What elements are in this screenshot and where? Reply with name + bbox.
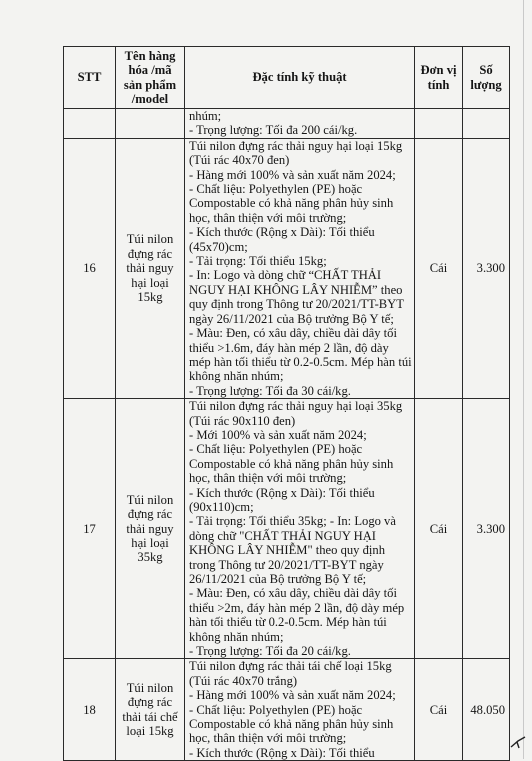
- row-name: Túi nilon đựng rác thải nguy hại loại 35kg: [116, 399, 185, 659]
- row-unit: Cái: [415, 399, 463, 659]
- row-stt: 16: [64, 138, 116, 398]
- spec-line: - Trọng lượng: Tối đa 200 cái/kg.: [189, 123, 358, 138]
- table-row: [64, 399, 510, 659]
- continued-spec: [185, 109, 415, 139]
- spec-line: nhúm;: [189, 109, 222, 123]
- page-edge: [523, 0, 524, 759]
- header-unit: Đơn vị tính: [415, 47, 463, 109]
- row-name: Túi nilon đựng rác thải tái chế loại 15kg: [116, 659, 185, 761]
- row-spec: Túi nilon đựng rác thải nguy hại loại 35kg (Túi rác 90x110 đen) - Mới 100% và sản xuất năm 2024; - Chất liệu: Polyethylen (PE) hoặc Compostable có khả năng phân hủy sinh học, thân thiện với môi trường; - Kích thước (Rộng x Dài): Tối thiểu (90x110)cm; - Tải trọng: Tối thiểu 35kg; - In: Logo và dòng chữ "CHẤT THẢI NGUY HẠI KHÔNG LÂY NHIỄM" theo quy định trong Thông tư 20/2021/TT-BYT ngày 26/11/2021 của Bộ trưởng Bộ Y tế; - Màu: Đen, có xâu dây, chiều dài dây tối thiểu >2m, đáy hàn mép 2 lần, độ dày mép hàn tối thiểu từ 0.2-0.5cm. Mép hàn túi không nhăn nhúm; - Trọng lượng: Tối đa 20 cái/kg.: [185, 399, 415, 659]
- row-qty: 48.050: [463, 659, 510, 761]
- header-qty: Số lượng: [463, 47, 510, 109]
- row-spec: Túi nilon đựng rác thải tái chế loại 15kg (Túi rác 40x70 trắng) - Hàng mới 100% và sản xuất năm 2024; - Chất liệu: Polyethylen (PE) hoặc Compostable có khả năng phân hủy sinh học, thân thiện với môi trường; - Kích thước (Rộng x Dài): Tối thiểu: [185, 659, 415, 761]
- spec-table: [63, 46, 510, 761]
- pen-mark-icon: [509, 735, 527, 751]
- header-spec: Đặc tính kỹ thuật: [185, 47, 415, 109]
- continued-row: [64, 109, 510, 139]
- row-qty: 3.300: [463, 138, 510, 398]
- header-row: [64, 47, 510, 109]
- header-name: Tên hàng hóa /mã sản phẩm /model: [116, 47, 185, 109]
- row-unit: Cái: [415, 659, 463, 761]
- row-spec: Túi nilon đựng rác thải nguy hại loại 15kg (Túi rác 40x70 đen) - Hàng mới 100% và sản xuất năm 2024; - Chất liệu: Polyethylen (PE) hoặc Compostable có khả năng phân hủy sinh học, thân thiện với môi trường; - Kích thước (Rộng x Dài): Tối thiểu (45x70)cm; - Tải trọng: Tối thiểu 15kg; - In: Logo và dòng chữ “CHẤT THẢI NGUY HẠI KHÔNG LÂY NHIỄM” theo quy định trong Thông tư 20/2021/TT-BYT ngày 26/11/2021 của Bộ trưởng Bộ Y tế; - Màu: Đen, có xâu dây, chiều dài dây tối thiểu >1.6m, đáy hàn mép 2 lần, độ dày mép hàn tối thiểu từ 0.2-0.5cm. Mép hàn túi không nhăn nhúm; - Trọng lượng: Tối đa 30 cái/kg.: [185, 138, 415, 398]
- table-row: [64, 138, 510, 398]
- row-stt: 17: [64, 399, 116, 659]
- row-qty: 3.300: [463, 399, 510, 659]
- table-row: [64, 659, 510, 761]
- header-stt: STT: [64, 47, 116, 109]
- row-stt: 18: [64, 659, 116, 761]
- row-unit: Cái: [415, 138, 463, 398]
- row-name: Túi nilon đựng rác thải nguy hại loại 15kg: [116, 138, 185, 398]
